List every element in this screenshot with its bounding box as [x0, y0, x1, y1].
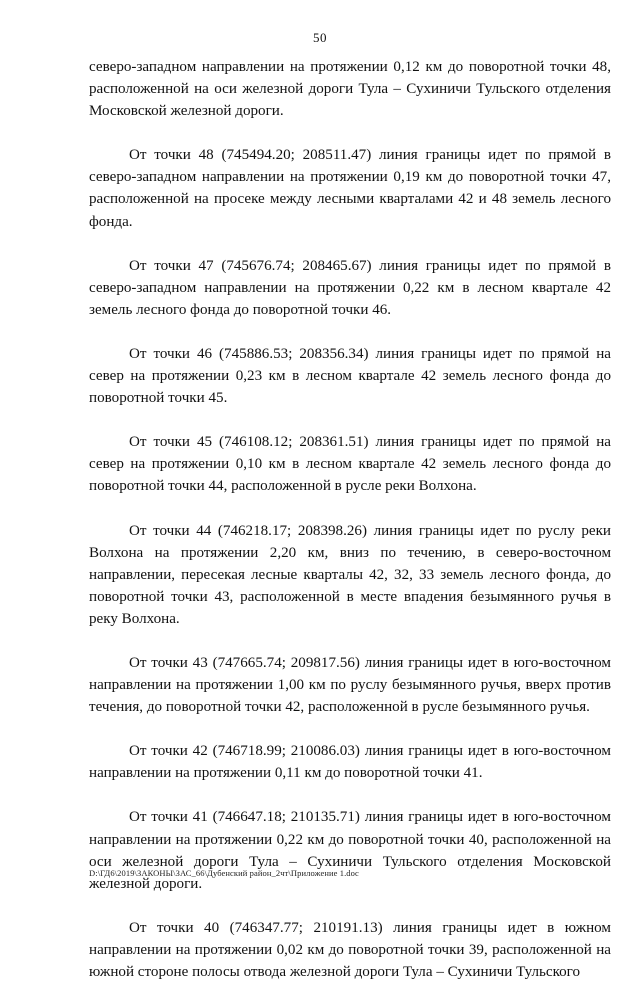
page-number: 50 — [313, 30, 327, 45]
paragraph-point-41: От точки 41 (746647.18; 210135.71) линия границы идет в юго-восточном направлении на протяжении 0,22 км до поворотной точки 40, расположенной на оси железной дороги Тула – Сухиничи Тульского отделения Московской железной дороги. — [89, 809, 611, 892]
paragraph-continuation: северо-западном направлении на протяжении 0,12 км до поворотной точки 48, расположенной на оси железной дороги Тула – Сухиничи Тульского отделения Московской железной дороги. — [89, 59, 611, 120]
paragraph-point-42: От точки 42 (746718.99; 210086.03) линия границы идет в юго-восточном направлении на протяжении 0,11 км до поворотной точки 41. — [89, 743, 611, 782]
paragraph-point-44: От точки 44 (746218.17; 208398.26) линия границы идет по руслу реки Волхона на протяжении 2,20 км, вниз по течению, в северо-восточном направлении, пересекая лесные кварталы 42, 32, 33 земель лесного фонда, до поворотной точки 43, расположенной в месте впадения безымянного ручья в реку Волхона. — [89, 522, 611, 627]
paragraph-point-45: От точки 45 (746108.12; 208361.51) линия границы идет по прямой на север на протяжении 0,10 км в лесном квартале 42 земель лесного фонда до поворотной точки 44, расположенной в русле реки Волхона. — [89, 434, 611, 495]
footer-file-path: D:\ГД6\2019\ЗАКОНЫ\ЗАС_66\Дубенский район_2чт\Приложение 1.doc — [89, 868, 359, 878]
paragraph-point-47: От точки 47 (745676.74; 208465.67) линия границы идет по прямой в северо-западном направлении на протяжении 0,22 км в лесном квартале 42 земель лесного фонда до поворотной точки 46. — [89, 257, 611, 318]
document-body — [89, 56, 611, 983]
paragraph-point-48: От точки 48 (745494.20; 208511.47) линия границы идет по прямой в северо-западном направлении на протяжении 0,19 км до поворотной точки 47, расположенной на просеке между лесными кварталами 42 и 48 земель лесного фонда. — [89, 147, 611, 230]
paragraph-point-43: От точки 43 (747665.74; 209817.56) линия границы идет в юго-восточном направлении на протяжении 1,00 км по руслу безымянного ручья, вверх против течения, до поворотной точки 42, расположенной в русле безымянного ручья. — [89, 654, 611, 716]
paragraph-point-40: От точки 40 (746347.77; 210191.13) линия границы идет в южном направлении на протяжении 0,02 км до поворотной точки 39, расположенной на южной стороне полосы отвода железной дороги Тула – Сухиничи Тульского — [89, 919, 611, 980]
paragraph-point-46: От точки 46 (745886.53; 208356.34) линия границы идет по прямой на север на протяжении 0,23 км в лесном квартале 42 земель лесного фонда до поворотной точки 45. — [89, 345, 611, 407]
